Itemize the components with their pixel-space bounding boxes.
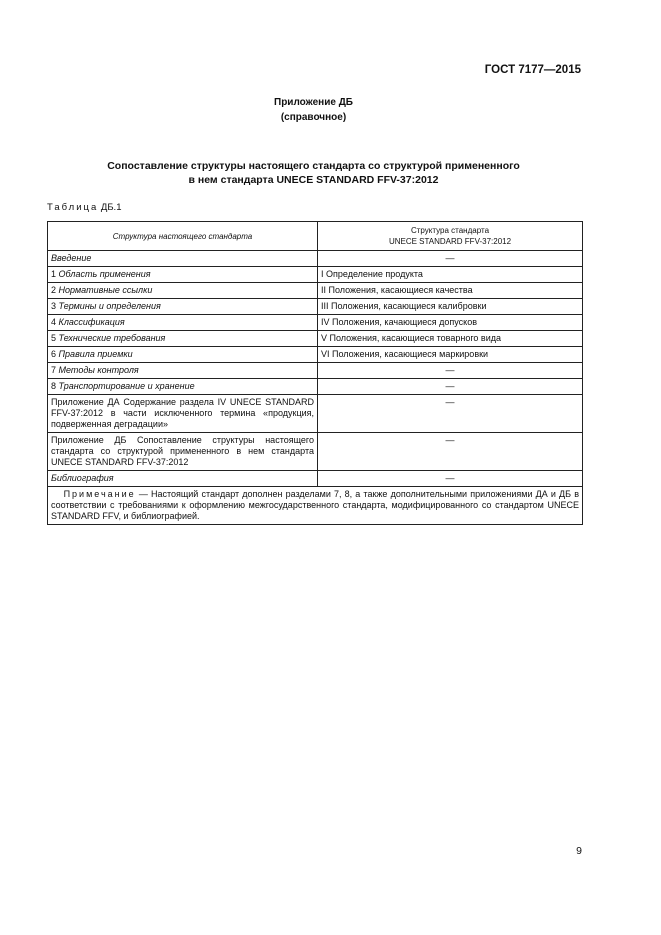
row-left-text: Транспортирование и хранение [58, 381, 195, 391]
row-left-cell [48, 347, 318, 363]
appendix-title: Приложение ДБ [274, 97, 353, 108]
document-code: ГОСТ 7177—2015 [484, 64, 581, 76]
row-number: 7 [51, 365, 57, 375]
table-row [48, 471, 583, 487]
table-row [48, 251, 583, 267]
row-number: 8 [51, 381, 57, 391]
row-left-text: Методы контроля [58, 365, 139, 375]
table-row [48, 299, 583, 315]
table-row [48, 363, 583, 379]
row-left-text: Технические требования [58, 333, 166, 343]
row-right-cell: I Определение продукта [318, 267, 583, 283]
table-body [48, 251, 583, 525]
row-left-cell [48, 315, 318, 331]
row-right-cell: — [318, 251, 583, 267]
row-left-cell [48, 379, 318, 395]
bibliography-text: Библиография [51, 473, 114, 483]
note-label: Примечание [63, 489, 136, 499]
appendix-row-right-cell: — [318, 433, 583, 471]
table-caption [47, 202, 121, 213]
table-row [48, 267, 583, 283]
row-left-cell [48, 299, 318, 315]
row-number: 1 [51, 269, 57, 279]
appendix-row-left-cell: Приложение ДБ Сопоставление структуры настоящего стандарта со структурой примененного в нем стандарта UNECE STANDARD FFV-37:2012 [48, 433, 318, 471]
header-right-line-1: Структура стандарта [410, 226, 490, 235]
header-right-line-2: UNECE STANDARD FFV-37:2012 [388, 237, 512, 246]
table-caption-number: ДБ.1 [100, 202, 122, 213]
row-number: 3 [51, 301, 57, 311]
page-number: 9 [576, 845, 582, 857]
appendix-subtitle: (справочное) [280, 112, 347, 123]
row-left-cell [48, 283, 318, 299]
row-left-text: Термины и определения [58, 301, 161, 311]
appendix-row-right-cell: — [318, 395, 583, 433]
table-header-row [48, 222, 583, 251]
bibliography-left-cell [48, 471, 318, 487]
table-row [48, 395, 583, 433]
row-right-cell: VI Положения, касающиеся маркировки [318, 347, 583, 363]
table-row [48, 283, 583, 299]
table-row [48, 347, 583, 363]
row-left-cell [48, 267, 318, 283]
note-text: — Настоящий стандарт дополнен разделами 7, 8, а также дополнительными приложениями ДА и ДБ в соответствии с требованиями к оформлению межгосударственного стандарта, модифицированного со стандартом UNECE STANDARD FFV, и библиографией. [51, 489, 579, 521]
row-left-text: Классификация [58, 317, 125, 327]
row-right-cell: III Положения, касающиеся калибровки [318, 299, 583, 315]
row-left-text: Введение [51, 253, 92, 263]
section-title-line-2: в нем стандарта UNECE STANDARD FFV-37:2012 [188, 174, 439, 186]
row-left-cell [48, 251, 318, 267]
row-left-cell [48, 363, 318, 379]
table-row [48, 379, 583, 395]
row-left-text: Нормативные ссылки [58, 285, 153, 295]
note-cell [48, 487, 583, 525]
row-left-cell [48, 331, 318, 347]
section-title-line-1: Сопоставление структуры настоящего стандарта со структурой примененного [107, 160, 520, 172]
table-row [48, 315, 583, 331]
header-left: Структура настоящего стандарта [48, 222, 318, 251]
table-caption-label: Таблица [47, 202, 99, 213]
row-number: 4 [51, 317, 57, 327]
appendix-row-left-cell: Приложение ДА Содержание раздела IV UNECE STANDARD FFV-37:2012 в части исключенного термина «продукция, подверженная деградации» [48, 395, 318, 433]
section-title [0, 159, 627, 187]
structure-comparison-table [47, 221, 583, 525]
row-right-cell: — [318, 363, 583, 379]
bibliography-right-cell: — [318, 471, 583, 487]
header-right [318, 222, 583, 251]
row-right-cell: — [318, 379, 583, 395]
appendix-heading [0, 95, 627, 125]
row-right-cell: IV Положения, качающиеся допусков [318, 315, 583, 331]
table-row [48, 331, 583, 347]
row-right-cell: II Положения, касающиеся качества [318, 283, 583, 299]
row-number: 5 [51, 333, 57, 343]
table-row [48, 433, 583, 471]
row-left-text: Область применения [58, 269, 151, 279]
row-number: 2 [51, 285, 57, 295]
row-number: 6 [51, 349, 57, 359]
row-left-text: Правила приемки [58, 349, 133, 359]
note-row [48, 487, 583, 525]
row-right-cell: V Положения, касающиеся товарного вида [318, 331, 583, 347]
